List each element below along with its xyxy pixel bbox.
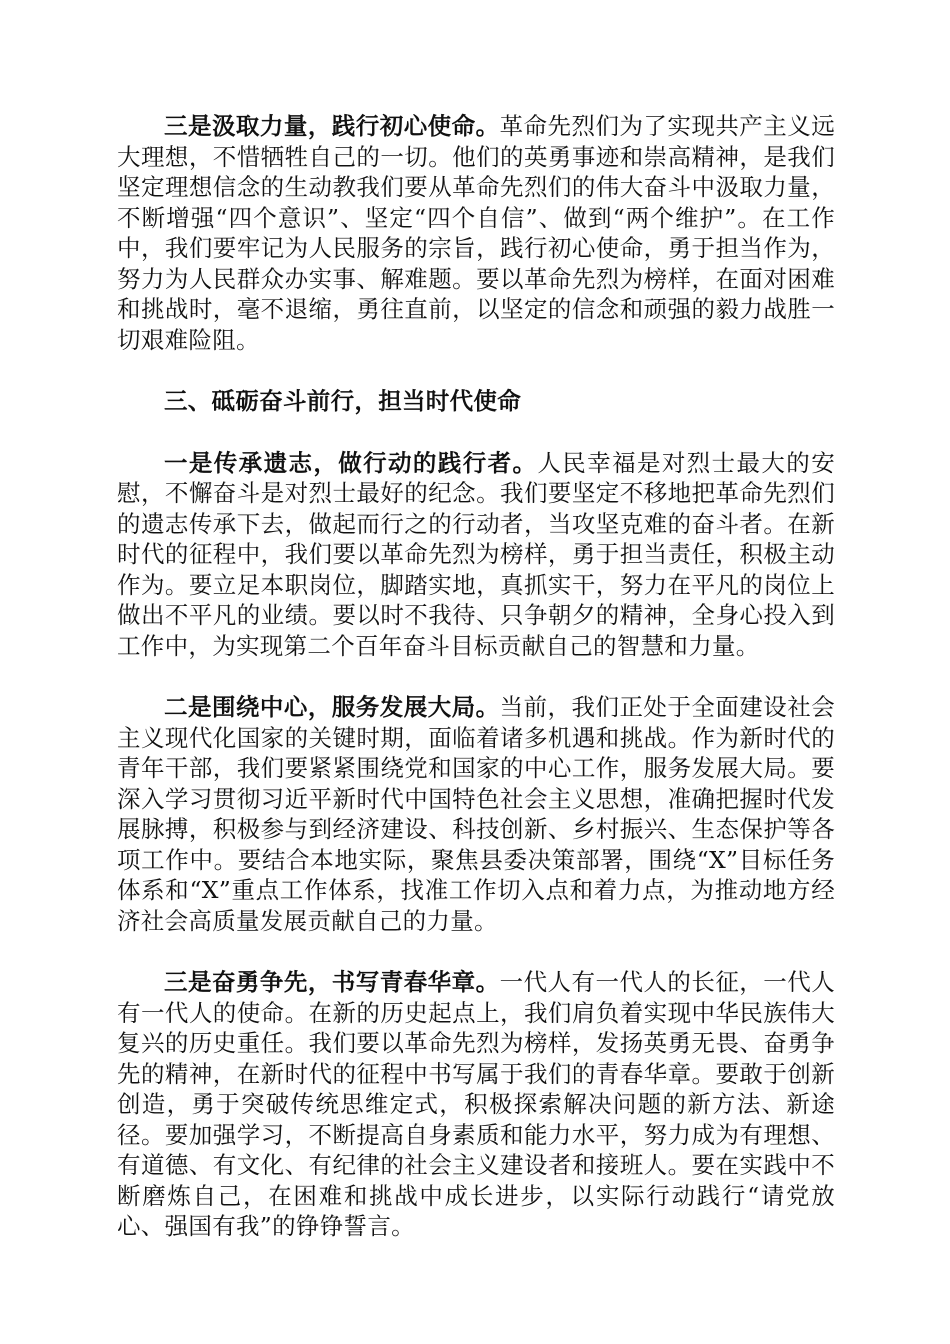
paragraph-youth-chapter xyxy=(117,967,835,1242)
paragraph-draw-strength xyxy=(117,111,835,355)
paragraph-lead: 三是奋勇争先，书写青春华章。 xyxy=(164,968,500,996)
paragraph-inherit-legacy xyxy=(117,448,835,662)
paragraph-body: 革命先烈们为了实现共产主义远大理想，不惜牺牲自己的一切。他们的英勇事迹和崇高精神，是我们坚定理想信念的生动教我们要从革命先烈们的伟大奋斗中汲取力量，不断增强“四个意识”、坚定“四个自信”、做到“两个维护”。在工作中，我们要牢记为人民服务的宗旨，践行初心使命，勇于担当作为，努力为人民群众办实事、解难题。要以革命先烈为榜样，在面对困难和挑战时，毫不退缩，勇往直前，以坚定的信念和顽强的毅力战胜一切艰难险阻。 xyxy=(117,112,836,354)
paragraph-body: 当前，我们正处于全面建设社会主义现代化国家的关键时期，面临着诸多机遇和挑战。作为新时代的青年干部，我们要紧紧围绕党和国家的中心工作，服务发展大局。要深入学习贯彻习近平新时代中国特色社会主义思想，准确把握时代发展脉搏，积极参与到经济建设、科技创新、乡村振兴、生态保护等各项工作中。要结合本地实际，聚焦县委决策部署，围绕“X”目标任务体系和“X”重点工作体系，找准工作切入点和着力点，为推动地方经济社会高质量发展贡献自己的力量。 xyxy=(117,693,836,935)
paragraph-body: 人民幸福是对烈士最大的安慰，不懈奋斗是对烈士最好的纪念。我们要坚定不移地把革命先烈们的遗志传承下去，做起而行之的行动者，当攻坚克难的奋斗者。在新时代的征程中，我们要以革命先烈为榜样，勇于担当责任，积极主动作为。要立足本职岗位，脚踏实地，真抓实干，努力在平凡的岗位上做出不平凡的业绩。要以时不我待、只争朝夕的精神，全身心投入到工作中，为实现第二个百年奋斗目标贡献自己的智慧和力量。 xyxy=(117,448,836,660)
paragraph-lead: 三是汲取力量，践行初心使命。 xyxy=(164,112,500,140)
document-page xyxy=(117,111,835,1242)
paragraph-body: 一代人有一代人的长征，一代人有一代人的使命。在新的历史起点上，我们肩负着实现中华民族伟大复兴的历史重任。我们要以革命先烈为榜样，发扬英勇无畏、奋勇争先的精神，在新时代的征程中书写属于我们的青春华章。要敢于创新创造，勇于突破传统思维定式，积极探索解决问题的新方法、新途径。要加强学习，不断提高自身素质和能力水平，努力成为有理想、有道德、有文化、有纪律的社会主义建设者和接班人。要在实践中不断磨炼自己，在困难和挑战中成长进步，以实际行动践行“请党放心、强国有我”的铮铮誓言。 xyxy=(117,968,836,1240)
paragraph-lead: 一是传承遗志，做行动的践行者。 xyxy=(164,448,538,477)
paragraph-serve-development xyxy=(117,692,835,936)
section-heading: 三、砥砺奋斗前行，担当时代使命 xyxy=(164,387,521,415)
paragraph-lead: 二是围绕中心，服务发展大局。 xyxy=(164,693,500,721)
